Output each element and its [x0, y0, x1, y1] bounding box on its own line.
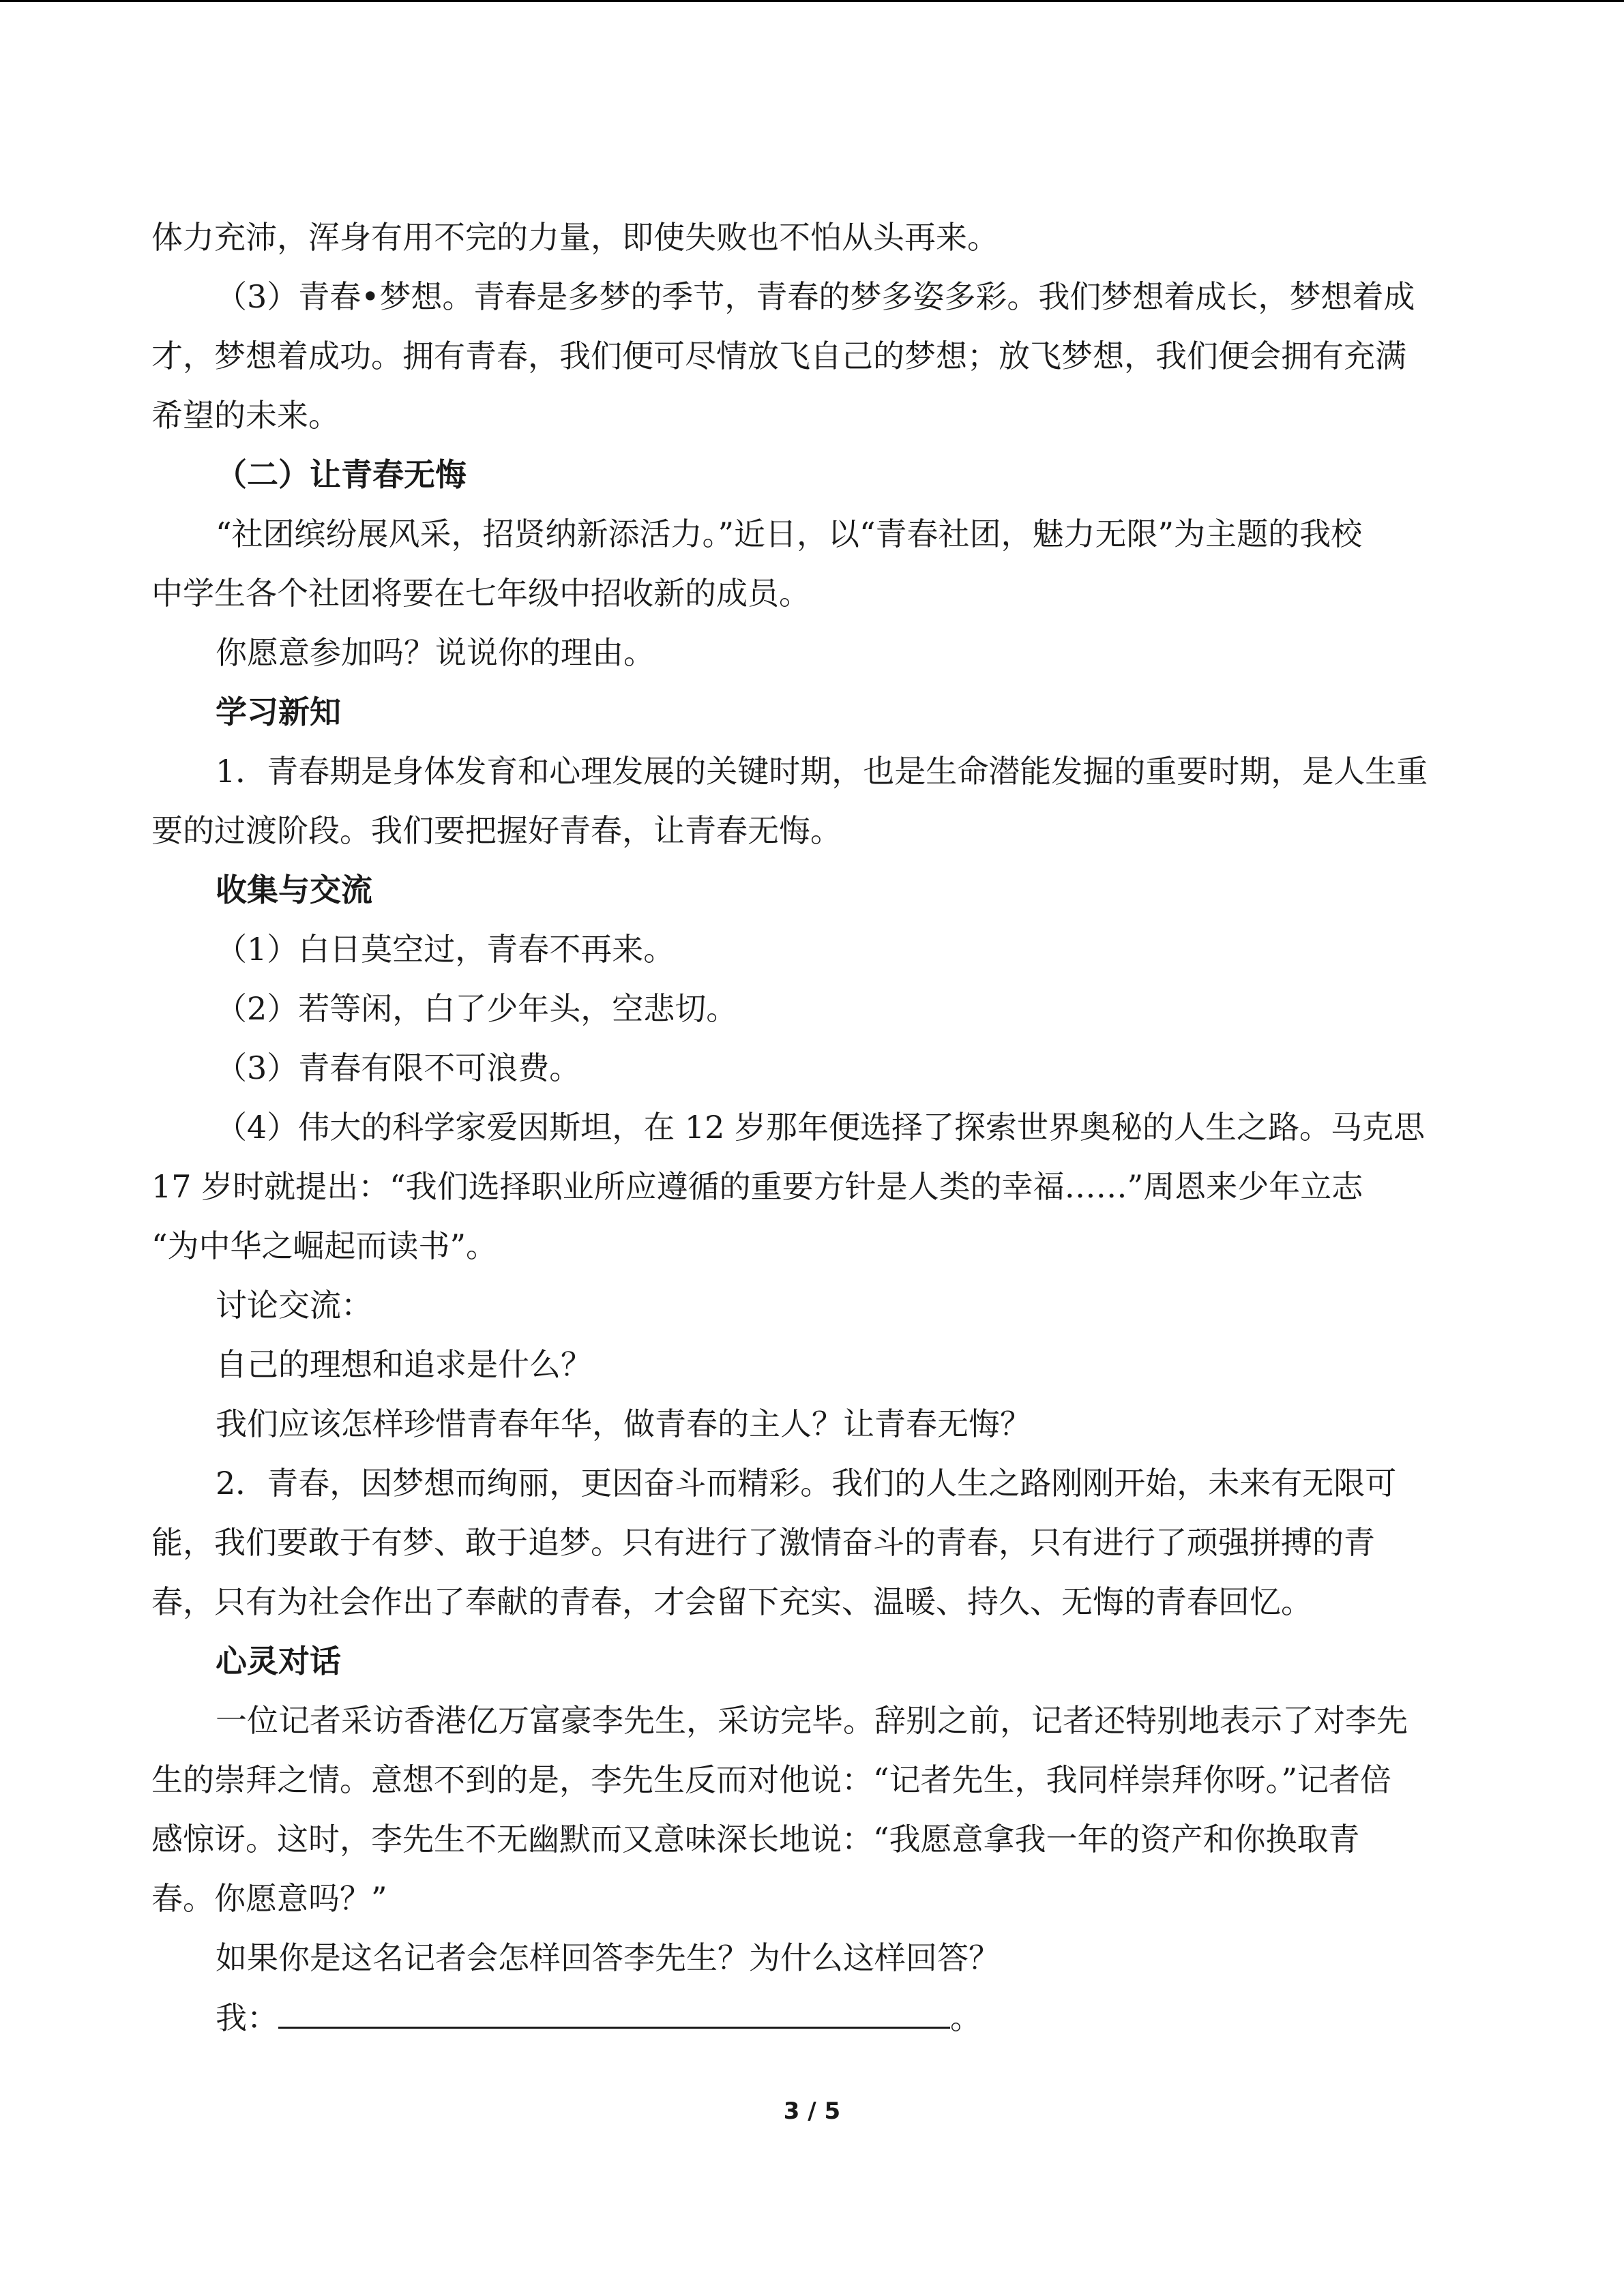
- question-line: 如果你是这名记者会怎样回答李先生？为什么这样回答？: [216, 1939, 1000, 1976]
- paragraph-line: 希望的未来。: [151, 397, 340, 434]
- list-item: （1）白日莫空过，青春不再来。: [216, 931, 675, 968]
- paragraph-line: 生的崇拜之情。意想不到的是，李先生反而对他说：“记者先生，我同样崇拜你呀。”记者倍: [151, 1761, 1392, 1798]
- question-line: 自己的理想和追求是什么？: [216, 1346, 592, 1383]
- answer-suffix: 。: [950, 1999, 981, 2036]
- top-border-rule: [0, 0, 1624, 2]
- subsection-heading: 心灵对话: [216, 1643, 341, 1680]
- answer-blank[interactable]: [278, 1997, 950, 2029]
- paragraph-line: 感惊讶。这时，李先生不无幽默而又意味深长地说：“我愿意拿我一年的资产和你换取青: [151, 1821, 1360, 1858]
- paragraph-line: “社团缤纷展风采，招贤纳新添活力。”近日，以“青春社团，魅力无限”为主题的我校: [216, 516, 1363, 552]
- paragraph-line: 体力充沛，浑身有用不完的力量，即使失败也不怕从头再来。: [151, 219, 999, 256]
- paragraph-line: 才，梦想着成功。拥有青春，我们便可尽情放飞自己的梦想；放飞梦想，我们便会拥有充满: [151, 338, 1406, 374]
- question-line: 我们应该怎样珍惜青春年华，做青春的主人？让青春无悔？: [216, 1405, 1031, 1442]
- paragraph-line: 春。你愿意吗？”: [151, 1880, 387, 1917]
- paragraph-line: 你愿意参加吗？说说你的理由。: [216, 634, 655, 671]
- paragraph-line: 2．青春，因梦想而绚丽，更因奋斗而精彩。我们的人生之路刚刚开始，未来有无限可: [216, 1465, 1397, 1502]
- paragraph-line: 17 岁时就提出：“我们选择职业所应遵循的重要方针是人类的幸福……”周恩来少年立志: [151, 1168, 1363, 1205]
- paragraph-line: 能，我们要敢于有梦、敢于追梦。只有进行了激情奋斗的青春，只有进行了顽强拼搏的青: [151, 1524, 1375, 1561]
- paragraph-line: 一位记者采访香港亿万富豪李先生，采访完毕。辞别之前，记者还特别地表示了对李先: [216, 1702, 1408, 1739]
- paragraph-line: （3）青春•梦想。青春是多梦的季节，青春的梦多姿多彩。我们梦想着成长，梦想着成: [216, 278, 1415, 315]
- page-number: 3 / 5: [783, 2098, 841, 2125]
- list-item: （3）青春有限不可浪费。: [216, 1049, 581, 1086]
- subsection-heading: 学习新知: [216, 694, 341, 730]
- paragraph-line: 讨论交流：: [216, 1287, 372, 1324]
- paragraph-line: 春，只有为社会作出了奉献的青春，才会留下充实、温暖、持久、无悔的青春回忆。: [151, 1583, 1312, 1620]
- section-heading: （二）让青春无悔: [216, 456, 467, 493]
- paragraph-line: “为中华之崛起而读书”。: [151, 1227, 498, 1264]
- list-item: （2）若等闲，白了少年头，空悲切。: [216, 990, 738, 1027]
- paragraph-line: 要的过渡阶段。我们要把握好青春，让青春无悔。: [151, 812, 842, 849]
- paragraph-line: 中学生各个社团将要在七年级中招收新的成员。: [151, 575, 810, 612]
- subsection-heading: 收集与交流: [216, 871, 372, 908]
- paragraph-line: 1．青春期是身体发育和心理发展的关键时期，也是生命潜能发掘的重要时期，是人生重: [216, 753, 1428, 790]
- answer-prefix: 我：: [216, 1999, 278, 2036]
- answer-line: [216, 1997, 981, 2038]
- list-item: （4）伟大的科学家爱因斯坦，在 12 岁那年便选择了探索世界奥秘的人生之路。马克思: [216, 1109, 1426, 1146]
